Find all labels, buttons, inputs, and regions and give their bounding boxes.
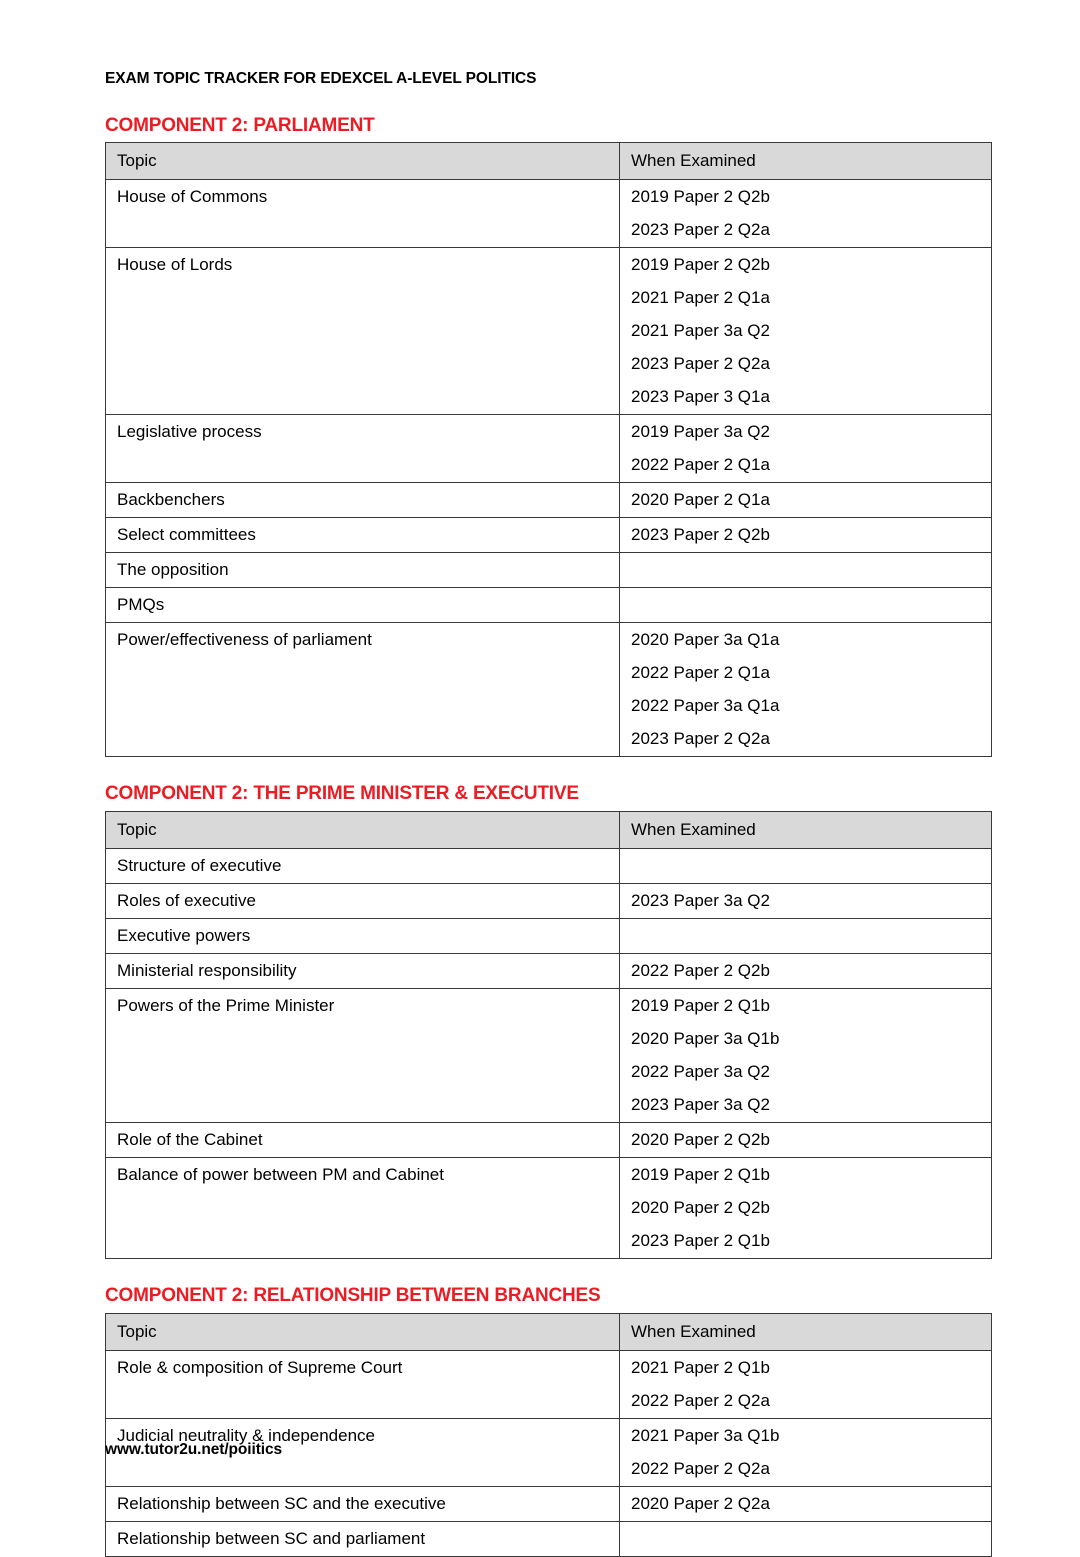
table-row: [106, 248, 992, 415]
exam-reference: 2022 Paper 2 Q1a: [631, 455, 770, 475]
column-header-when-examined: When Examined: [620, 812, 992, 849]
topic-tracker-table: [105, 1313, 992, 1557]
exam-reference: 2020 Paper 3a Q1a: [631, 630, 780, 650]
exam-reference: 2023 Paper 2 Q1b: [631, 1231, 770, 1251]
when-examined-cell: [620, 553, 992, 588]
topic-cell: The opposition: [106, 553, 620, 588]
topic-cell: Role of the Cabinet: [106, 1123, 620, 1158]
when-examined-cell: [620, 954, 992, 989]
exam-reference: 2022 Paper 2 Q2a: [631, 1390, 770, 1410]
when-examined-cell: [620, 919, 992, 954]
when-examined-cell: [620, 415, 992, 483]
table-row: [106, 884, 992, 919]
column-header-topic: Topic: [106, 143, 620, 180]
topic-cell: Balance of power between PM and Cabinet: [106, 1158, 620, 1259]
table-row: [106, 1123, 992, 1158]
column-header-when-examined: When Examined: [620, 1313, 992, 1350]
topic-cell: Powers of the Prime Minister: [106, 989, 620, 1123]
table-row: [106, 588, 992, 623]
table-row: [106, 1350, 992, 1418]
topic-section: [105, 115, 990, 758]
exam-reference: 2020 Paper 2 Q2a: [631, 1493, 770, 1513]
when-examined-cell: [620, 884, 992, 919]
topic-cell: Roles of executive: [106, 884, 620, 919]
exam-reference: 2022 Paper 2 Q1a: [631, 663, 770, 683]
table-row: [106, 954, 992, 989]
exam-reference: 2019 Paper 2 Q2b: [631, 187, 770, 207]
exam-reference: 2019 Paper 2 Q1b: [631, 996, 770, 1016]
topic-section: [105, 783, 990, 1259]
table-row: [106, 623, 992, 757]
table-row: [106, 989, 992, 1123]
when-examined-cell: [620, 518, 992, 553]
table-header-row: [106, 143, 992, 180]
exam-reference-list: [631, 1131, 980, 1148]
topic-cell: Backbenchers: [106, 483, 620, 518]
exam-reference: 2020 Paper 2 Q2b: [631, 1198, 770, 1218]
exam-reference-list: [631, 962, 980, 979]
exam-reference: 2023 Paper 2 Q2a: [631, 354, 770, 374]
section-heading: COMPONENT 2: PARLIAMENT: [105, 114, 375, 136]
table-row: [106, 1158, 992, 1259]
exam-reference: 2019 Paper 3a Q2: [631, 422, 770, 442]
when-examined-cell: [620, 248, 992, 415]
topic-tracker-table: [105, 142, 992, 757]
table-row: [106, 849, 992, 884]
page-title: EXAM TOPIC TRACKER FOR EDEXCEL A-LEVEL POLITICS: [105, 70, 537, 87]
table-row: [106, 1486, 992, 1521]
exam-reference-list: [631, 1359, 980, 1409]
table-row: [106, 483, 992, 518]
exam-reference-list: [631, 188, 980, 238]
topic-cell: Executive powers: [106, 919, 620, 954]
exam-reference: 2023 Paper 2 Q2a: [631, 220, 770, 240]
exam-reference: 2022 Paper 3a Q2: [631, 1062, 770, 1082]
when-examined-cell: [620, 1350, 992, 1418]
table-header-row: [106, 1313, 992, 1350]
exam-reference: 2021 Paper 3a Q1b: [631, 1425, 780, 1445]
exam-reference: 2020 Paper 2 Q1a: [631, 490, 770, 510]
exam-reference-list: [631, 1427, 980, 1477]
exam-reference: 2021 Paper 2 Q1a: [631, 288, 770, 308]
exam-reference: 2023 Paper 2 Q2a: [631, 729, 770, 749]
exam-reference-list: [631, 1166, 980, 1249]
when-examined-cell: [620, 1486, 992, 1521]
topic-cell: House of Commons: [106, 180, 620, 248]
footer-url: www.tutor2u.net/poiitics: [105, 1441, 283, 1458]
when-examined-cell: [620, 1123, 992, 1158]
topic-cell: Select committees: [106, 518, 620, 553]
exam-reference-list: [631, 491, 980, 508]
when-examined-cell: [620, 483, 992, 518]
when-examined-cell: [620, 1418, 992, 1486]
when-examined-cell: [620, 989, 992, 1123]
exam-reference: 2020 Paper 2 Q2b: [631, 1130, 770, 1150]
table-row: [106, 553, 992, 588]
column-header-when-examined: When Examined: [620, 143, 992, 180]
exam-reference: 2022 Paper 2 Q2b: [631, 961, 770, 981]
when-examined-cell: [620, 180, 992, 248]
topic-cell: Legislative process: [106, 415, 620, 483]
exam-reference: 2022 Paper 2 Q2a: [631, 1458, 770, 1478]
exam-reference: 2023 Paper 3a Q2: [631, 891, 770, 911]
exam-reference-list: [631, 631, 980, 747]
exam-reference-list: [631, 997, 980, 1113]
exam-reference-list: [631, 256, 980, 405]
topic-cell: Structure of executive: [106, 849, 620, 884]
table-row: [106, 919, 992, 954]
topic-cell: Relationship between SC and parliament: [106, 1521, 620, 1556]
topic-cell: Power/effectiveness of parliament: [106, 623, 620, 757]
topic-cell: PMQs: [106, 588, 620, 623]
column-header-topic: Topic: [106, 812, 620, 849]
exam-reference: 2021 Paper 2 Q1b: [631, 1357, 770, 1377]
sections-container: [105, 115, 990, 1557]
table-row: [106, 180, 992, 248]
topic-cell: House of Lords: [106, 248, 620, 415]
exam-reference: 2021 Paper 3a Q2: [631, 321, 770, 341]
exam-reference-list: [631, 1495, 980, 1512]
when-examined-cell: [620, 623, 992, 757]
when-examined-cell: [620, 1158, 992, 1259]
exam-reference-list: [631, 526, 980, 543]
section-heading: COMPONENT 2: THE PRIME MINISTER & EXECUTIVE: [105, 783, 579, 805]
exam-reference: 2019 Paper 2 Q2b: [631, 255, 770, 275]
exam-reference: 2020 Paper 3a Q1b: [631, 1029, 780, 1049]
table-row: [106, 415, 992, 483]
table-header-row: [106, 812, 992, 849]
topic-tracker-table: [105, 811, 992, 1259]
table-row: [106, 518, 992, 553]
exam-reference: 2023 Paper 3 Q1a: [631, 387, 770, 407]
when-examined-cell: [620, 849, 992, 884]
exam-reference: 2023 Paper 3a Q2: [631, 1095, 770, 1115]
exam-reference: 2019 Paper 2 Q1b: [631, 1165, 770, 1185]
exam-reference: 2023 Paper 2 Q2b: [631, 525, 770, 545]
topic-cell: Relationship between SC and the executive: [106, 1486, 620, 1521]
topic-cell: Judicial neutrality & independence: [106, 1418, 620, 1486]
section-heading: COMPONENT 2: RELATIONSHIP BETWEEN BRANCHES: [105, 1285, 601, 1307]
topic-cell: Ministerial responsibility: [106, 954, 620, 989]
exam-reference: 2022 Paper 3a Q1a: [631, 696, 780, 716]
topic-section: [105, 1285, 990, 1557]
when-examined-cell: [620, 588, 992, 623]
column-header-topic: Topic: [106, 1313, 620, 1350]
exam-reference-list: [631, 423, 980, 473]
exam-reference-list: [631, 892, 980, 909]
topic-cell: Role & composition of Supreme Court: [106, 1350, 620, 1418]
